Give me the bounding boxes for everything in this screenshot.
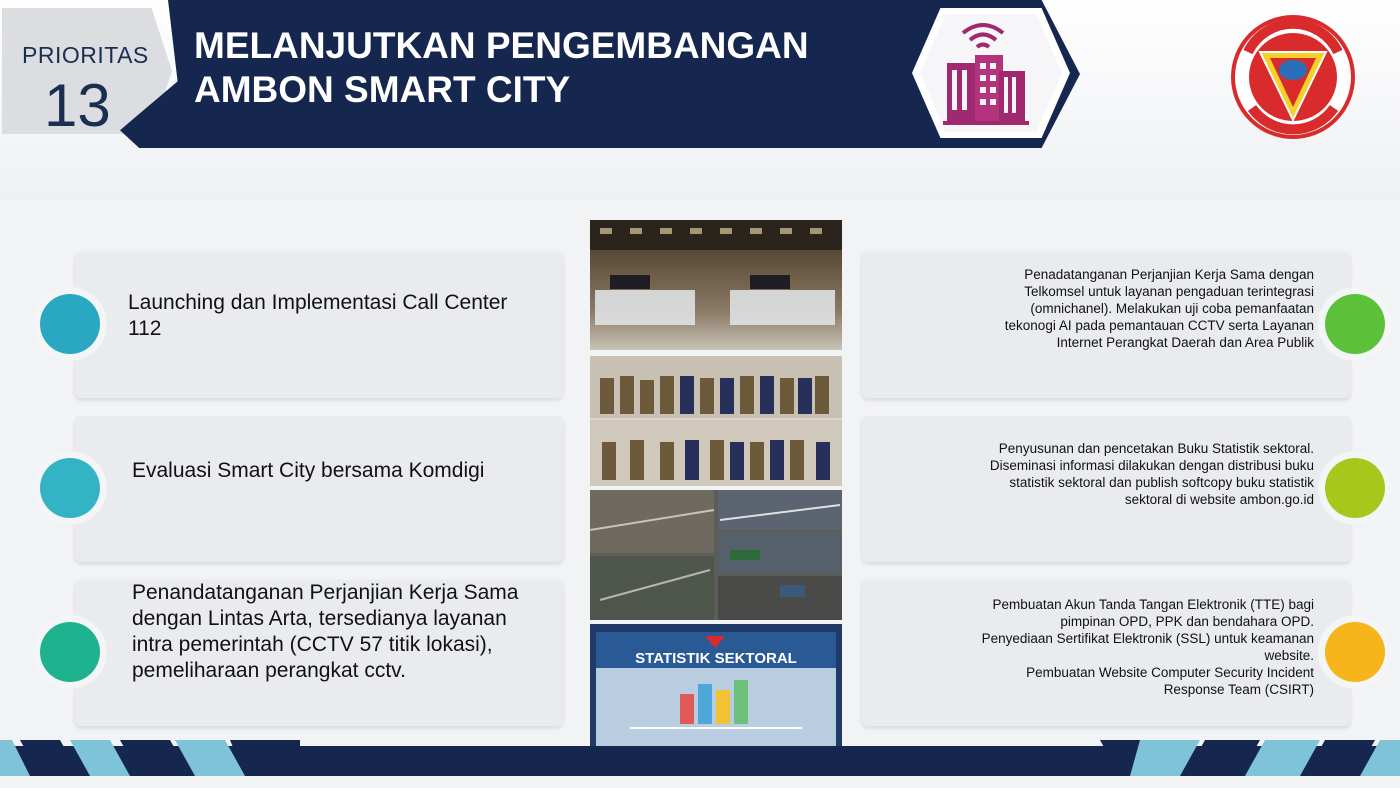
title-line-1: MELANJUTKAN PENGEMBANGAN — [194, 25, 809, 66]
photo-statistik-book — [590, 624, 842, 752]
priority-label: PRIORITAS — [22, 42, 149, 68]
left-dot-2 — [40, 458, 100, 518]
left-card-text-3: Penandatanganan Perjanjian Kerja Sama dengan Lintas Arta, tersedianya layanan intra pemerintah (CCTV 57 titik lokasi), pemeliharaan perangkat cctv. — [132, 581, 519, 682]
left-dot-1 — [40, 294, 100, 354]
right-dot-2 — [1325, 458, 1385, 518]
smart-building-wifi-icon — [935, 15, 1035, 130]
call-center-image — [590, 220, 842, 350]
book-title: STATISTIK SEKTORAL — [635, 650, 797, 667]
right-card-text-3: Pembuatan Akun Tanda Tangan Elektronik (TTE) bagi pimpinan OPD, PPK dan bendahara OPD. Penyediaan Sertifikat Elektronik (SSL) untuk keamanan website. Pembuatan Website Computer Security Incident Response Team (CSIRT) — [981, 597, 1314, 697]
bottom-stripes-left — [0, 740, 300, 776]
right-card-text-1: Penadatanganan Perjanjian Kerja Sama dengan Telkomsel untuk layanan pengaduan terintegrasi (omnichanel). Melakukan uji coba pemanfaatan tekonogi AI pada pemantauan CCTV serta Layanan Internet Perangkat Daerah dan Area Publik — [1004, 267, 1314, 350]
left-card-text-2: Evaluasi Smart City bersama Komdigi — [132, 459, 485, 482]
page-title — [194, 24, 874, 112]
bottom-stripes-right — [1100, 740, 1400, 776]
right-dot-1 — [1325, 294, 1385, 354]
right-dot-3 — [1325, 622, 1385, 682]
title-line-2: AMBON SMART CITY — [194, 69, 571, 110]
group-photo-image — [590, 356, 842, 486]
left-dot-3 — [40, 622, 100, 682]
photo-cctv-grid — [590, 490, 842, 620]
kota-ambon-emblem-icon — [1230, 12, 1356, 142]
left-card-2 — [75, 416, 563, 562]
right-card-text-2: Penyusunan dan pencetakan Buku Statistik sektoral. Diseminasi informasi dilakukan dengan distribusi buku statistik sektoral dan publish softcopy buku statistik sektoral di website ambon.go.id — [989, 441, 1314, 507]
left-card-text-1: Launching dan Implementasi Call Center 112 — [128, 291, 508, 340]
photo-group-komdigi — [590, 356, 842, 486]
statistik-book-image — [590, 624, 842, 752]
photo-call-center — [590, 220, 842, 350]
cctv-feeds-image — [590, 490, 842, 620]
priority-number: 13 — [44, 72, 111, 139]
